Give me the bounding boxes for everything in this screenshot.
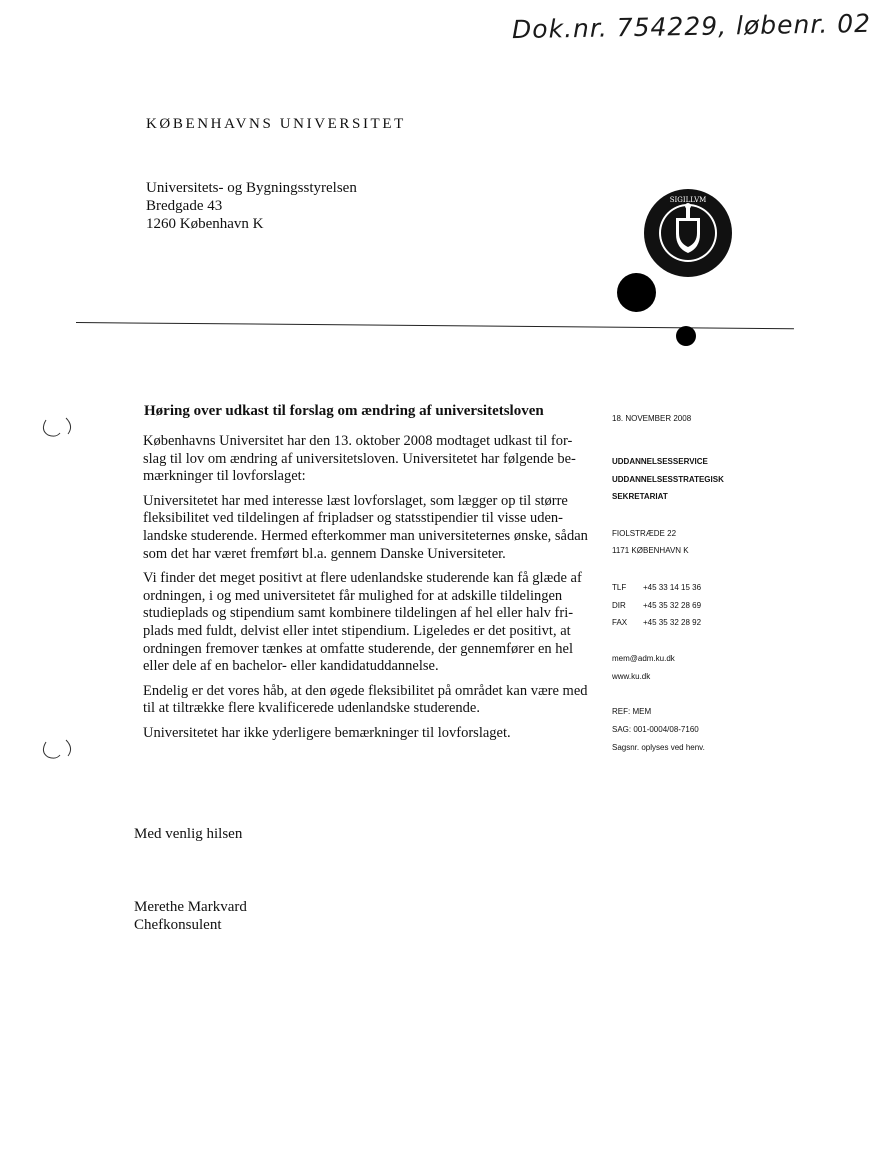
- decorative-dot-large: [617, 273, 656, 312]
- sender-email: mem@adm.ku.dk: [612, 654, 675, 663]
- body-paragraph-3: [143, 570, 589, 676]
- body-line: Universitetet har ikke yderligere bemærkninger til lovforslaget.: [143, 724, 511, 741]
- body-line: fleksibilitet ved tildelingen af fripladser og statsstipendier til visse uden-: [143, 510, 563, 527]
- body-line: eller dele af en bachelor- eller kandidatuddannelse.: [143, 658, 439, 675]
- phone-number: +45 33 14 15 36: [643, 583, 702, 592]
- university-seal-logo: [643, 188, 733, 278]
- closing-greeting: Med venlig hilsen: [134, 826, 243, 842]
- direct-phone-row: [612, 601, 701, 610]
- handwritten-document-number: Dok.nr. 754229, løbenr. 02: [511, 8, 871, 45]
- body-paragraph-1: [143, 433, 589, 486]
- body-line: ordningen, i og med universitetet får mulighed for at adskille tildelingen: [143, 587, 563, 604]
- case-note: Sagsnr. oplyses ved henv.: [612, 743, 705, 752]
- signer-title: Chefkonsulent: [134, 917, 222, 933]
- body-line: ordningen fremover tænkes at omfatte studerende, der gennemfører en hel: [143, 640, 574, 657]
- body-line: Københavns Universitet har den 13. oktober 2008 modtaget udkast til for-: [143, 433, 573, 449]
- body-line: Universitetet har med interesse læst lovforslaget, som lægger op til større: [143, 492, 568, 509]
- university-letterhead-name: KØBENHAVNS UNIVERSITET: [146, 116, 406, 132]
- department-line-3: SEKRETARIAT: [612, 492, 668, 501]
- fax-row: [612, 618, 701, 627]
- signer-name: Merethe Markvard: [134, 899, 247, 915]
- body-line: som det har været fremført bl.a. gennem Danske Universiteter.: [143, 545, 506, 562]
- sender-website: www.ku.dk: [612, 672, 651, 681]
- reference: REF: MEM: [612, 707, 652, 716]
- department-line-2: UDDANNELSESSTRATEGISK: [612, 475, 724, 484]
- punch-hole-mark-bottom: [40, 736, 74, 764]
- recipient-line-1: Universitets- og Bygningsstyrelsen: [146, 180, 357, 196]
- department-line-1: UDDANNELSESSERVICE: [612, 457, 708, 466]
- body-line: til at tiltrække flere kvalificerede udenlandske studerende.: [143, 700, 480, 717]
- case-number: SAG: 001-0004/08-7160: [612, 725, 699, 734]
- fax-number: +45 35 32 28 92: [643, 618, 702, 627]
- letter-date: 18. NOVEMBER 2008: [612, 414, 692, 423]
- letter-subject-heading: Høring over udkast til forslag om ændring af universitetsloven: [144, 403, 544, 419]
- direct-label: DIR: [612, 601, 626, 610]
- body-line: landske studerende. Hermed efterkommer man universiteternes ønske, sådan: [143, 527, 588, 544]
- body-line: Endelig er det vores håb, at den øgede fleksibilitet på området kan være med: [143, 682, 588, 699]
- body-line: plads med fuldt, delvist eller intet stipendium. Ligeledes er det positivt, at: [143, 622, 571, 639]
- letter-body: [143, 433, 589, 750]
- decorative-dot-small: [676, 326, 696, 346]
- body-line: slag til lov om ændring af universitetsloven. Universitetet har følgende be-: [143, 450, 576, 467]
- body-line: mærkninger til lovforslaget:: [143, 468, 306, 485]
- recipient-address: [146, 179, 357, 233]
- body-line: studieplads og stipendium samt kombinere tildelingen af hel eller halv fri-: [143, 605, 574, 622]
- sender-street: FIOLSTRÆDE 22: [612, 529, 677, 538]
- sender-city: 1171 KØBENHAVN K: [612, 546, 689, 555]
- body-paragraph-2: [143, 493, 589, 563]
- direct-number: +45 35 32 28 69: [643, 601, 702, 610]
- recipient-line-3: 1260 København K: [146, 216, 264, 232]
- phone-label: TLF: [612, 583, 627, 592]
- body-line: Vi finder det meget positivt at flere udenlandske studerende kan få glæde af: [143, 570, 582, 587]
- svg-text:SIGILLVM: SIGILLVM: [669, 196, 707, 204]
- recipient-line-2: Bredgade 43: [146, 198, 223, 214]
- body-paragraph-5: [143, 725, 589, 743]
- punch-hole-mark-top: [40, 414, 74, 442]
- phone-row: [612, 583, 701, 592]
- body-paragraph-4: [143, 683, 589, 718]
- fax-label: FAX: [612, 618, 628, 627]
